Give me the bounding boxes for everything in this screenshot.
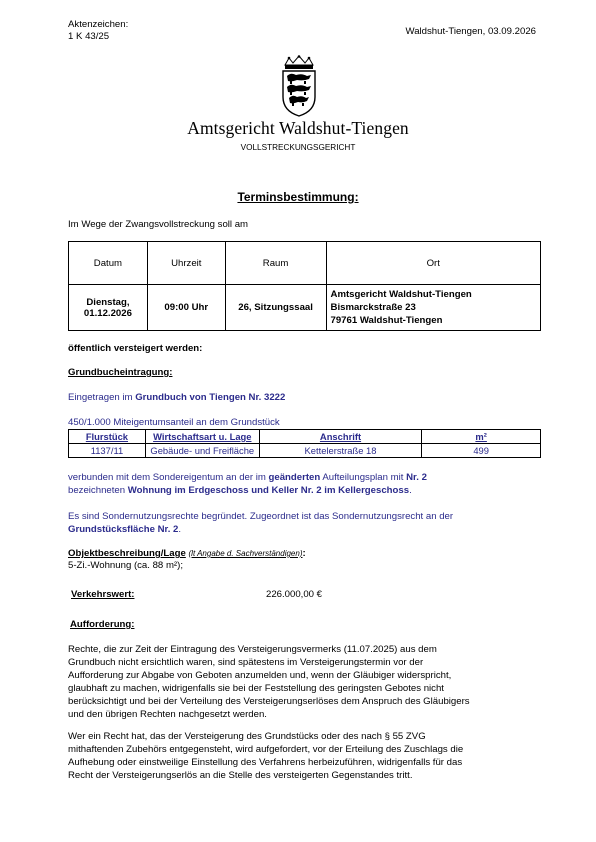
file-reference-label: Aktenzeichen: — [68, 19, 129, 30]
para2-line: Recht der Versteigerungserlös an die Stelle des versteigerten Gegenstandes tritt. — [68, 770, 413, 781]
appointment-room: 26, Sitzungssaal — [225, 285, 326, 331]
appointment-date-value: 01.12.2026 — [83, 307, 132, 319]
para1-line: Rechte, die zur Zeit der Eintragung des Versteigerungsvermerks (11.07.2025) aus dem — [68, 644, 437, 655]
object-heading-colon: : — [302, 548, 306, 559]
object-description: 5-Zi.-Wohnung (ca. 88 m²); — [68, 560, 183, 571]
parcel-table — [68, 429, 541, 458]
so-text-1: verbunden mit dem Sondereigentum an der im — [68, 472, 269, 483]
header-time: Uhrzeit — [147, 242, 225, 285]
parcel-number: 1137/11 — [69, 444, 146, 458]
coat-of-arms-icon — [277, 55, 321, 117]
header-address: Anschrift — [259, 430, 422, 444]
header-date: Datum — [69, 242, 148, 285]
parcel-address: Kettelerstraße 18 — [259, 444, 422, 458]
co-ownership-share: 450/1.000 Miteigentumsanteil an dem Grundstück — [68, 417, 280, 428]
appointment-header-row — [69, 242, 541, 285]
header-land-use: Wirtschaftsart u. Lage — [145, 430, 259, 444]
header-room: Raum — [225, 242, 326, 285]
appointment-place — [326, 285, 540, 331]
land-register-entry — [68, 392, 285, 403]
so-text-7: . — [409, 485, 412, 496]
usage-rights-area: Grundstücksfläche Nr. 2 — [68, 524, 179, 535]
parcel-area: 499 — [422, 444, 541, 458]
request-paragraph-1 — [68, 643, 470, 721]
para1-line: berücksichtigt und bei der Verteilung des Versteigerungserlöses dem Anspruch des Gläubigers — [68, 696, 470, 707]
para1-line: und den übrigen Rechten nachgesetzt werden. — [68, 709, 267, 720]
parcel-row — [69, 444, 541, 458]
auction-statement: öffentlich versteigert werden: — [68, 343, 203, 354]
place-line-3: 79761 Waldshut-Tiengen — [330, 315, 443, 326]
entry-prefix: Eingetragen im — [68, 392, 136, 403]
usage-rights-text — [68, 510, 453, 536]
header-area: m² — [422, 430, 541, 444]
object-heading — [68, 548, 306, 559]
land-register-heading: Grundbucheintragung: — [68, 367, 173, 378]
file-reference-number: 1 K 43/25 — [68, 31, 110, 42]
place-and-date: Waldshut-Tiengen, 03.09.2026 — [405, 26, 536, 37]
para1-line: glaubhaft zu machen, widrigenfalls sie bei der Feststellung des geringsten Gebotes nicht — [68, 683, 444, 694]
object-heading-text: Objektbeschreibung/Lage — [68, 548, 186, 559]
appointment-table — [68, 241, 541, 331]
para1-line: Aufforderung zur Abgabe von Geboten anzumelden und, wenn der Gläubiger widerspricht, — [68, 670, 452, 681]
court-department: VOLLSTRECKUNGSGERICHT — [240, 143, 356, 152]
para1-line: Grundbuch nicht ersichtlich waren, sind spätestens im Versteigerungstermin vor der — [68, 657, 424, 668]
para2-line: Wer ein Recht hat, das der Versteigerung des Grundstücks oder des nach § 55 ZVG — [68, 731, 426, 742]
parcel-land-use: Gebäude- und Freifläche — [145, 444, 259, 458]
market-value-amount: 226.000,00 € — [266, 589, 323, 600]
appointment-row — [69, 285, 541, 331]
so-text-3: Aufteilungsplan mit — [320, 472, 407, 483]
file-reference — [68, 19, 128, 43]
so-text-2: geänderten — [268, 472, 321, 483]
market-value-label: Verkehrswert: — [71, 589, 135, 600]
usage-rights-line-1: Es sind Sondernutzungsrechte begründet. Zugeordnet ist das Sondernutzungsrecht an der — [68, 511, 454, 522]
para2-line: Aufhebung oder einstweilige Einstellung des Verfahrens herbeizuführen, widrigenfalls für das — [68, 757, 463, 768]
header-place: Ort — [326, 242, 540, 285]
appointment-weekday: Dienstag, — [86, 296, 130, 308]
header-parcel: Flurstück — [69, 430, 146, 444]
intro-text: Im Wege der Zwangsvollstreckung soll am — [68, 219, 249, 230]
appointment-time: 09:00 Uhr — [147, 285, 225, 331]
appointment-date — [69, 285, 148, 331]
so-text-5: bezeichneten — [68, 485, 128, 496]
usage-rights-end: . — [178, 524, 182, 535]
court-name: Amtsgericht Waldshut-Tiengen — [187, 118, 409, 138]
request-heading: Aufforderung: — [70, 619, 135, 630]
place-line-1: Amtsgericht Waldshut-Tiengen — [330, 289, 472, 300]
parcel-header-row — [69, 430, 541, 444]
document-title: Terminsbestimmung: — [237, 190, 359, 204]
so-text-4: Nr. 2 — [406, 472, 427, 483]
so-text-6: Wohnung im Erdgeschoss und Keller Nr. 2 im Kellergeschoss — [127, 485, 410, 496]
place-line-2: Bismarckstraße 23 — [330, 302, 416, 313]
entry-register-number: Grundbuch von Tiengen Nr. 3222 — [135, 392, 286, 403]
special-ownership-text — [68, 471, 427, 497]
object-heading-note: (lt Angabe d. Sachverständigen) — [188, 549, 303, 558]
request-paragraph-2 — [68, 730, 463, 782]
para2-line: mithaftenden Zubehörs entgegensteht, wird aufgefordert, vor der Erteilung des Zuschlags die — [68, 744, 464, 755]
